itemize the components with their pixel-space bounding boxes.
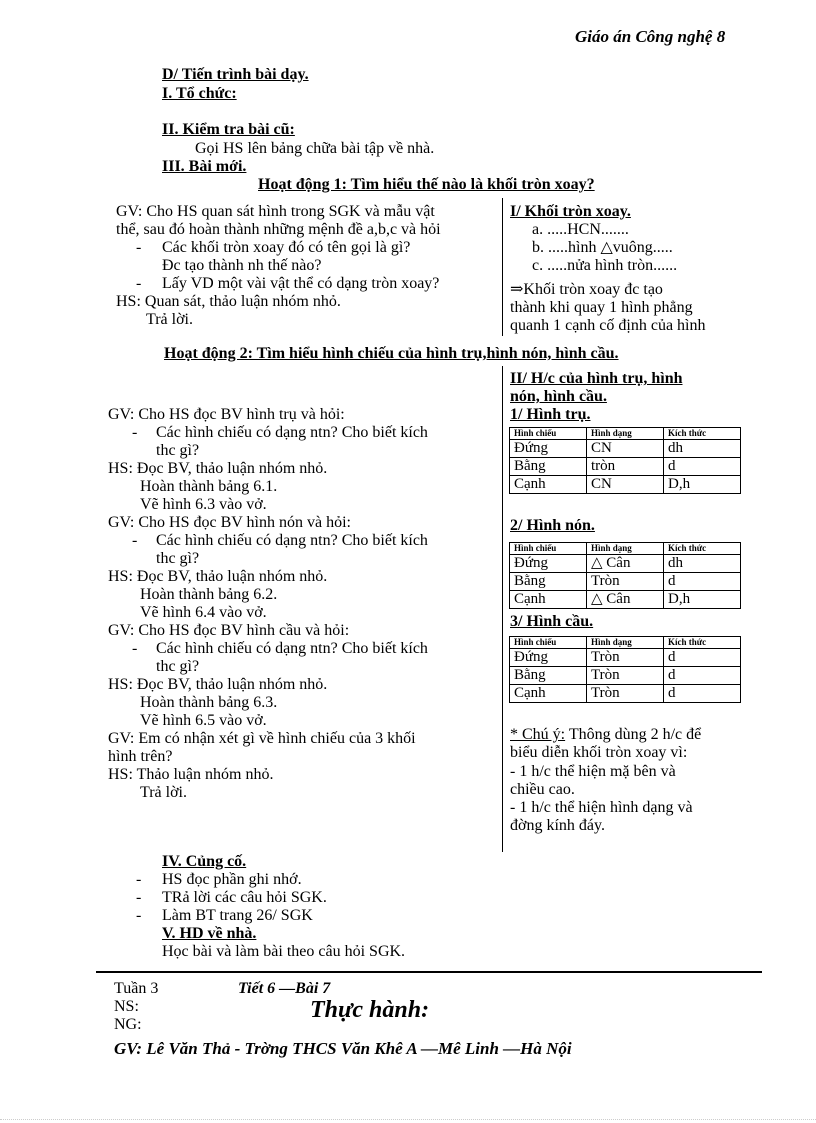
activity-1-title: Hoạt động 1: Tìm hiểu thế nào là khối tròn xoay? <box>258 176 595 193</box>
section-iv-heading: IV. Củng cố. <box>162 853 247 870</box>
table-cell: CN <box>587 476 664 494</box>
table-cell: d <box>664 685 741 703</box>
table-cell: Cạnh <box>510 476 587 494</box>
hd2-line: Hoàn thành bảng 6.1. <box>140 478 278 495</box>
hd2-line: Vẽ hình 6.3 vào vở. <box>140 496 267 513</box>
hd2-line: hình trên? <box>108 748 173 765</box>
activity-2-title: Hoạt động 2: Tìm hiểu hình chiếu của hình trụ,hình nón, hình cầu. <box>164 345 619 362</box>
note-line-1 <box>510 726 701 744</box>
hd2-line: thc gì? <box>156 658 200 675</box>
hd1-conclusion: quanh 1 cạnh cố định của hình <box>510 317 706 334</box>
table-header: Hình chiếu <box>510 637 587 649</box>
section-d-heading: D/ Tiến trình bài dạy. <box>162 66 309 83</box>
note-line: đờng kính đáy. <box>510 817 605 834</box>
hd1-line: HS: Quan sát, thảo luận nhóm nhỏ. <box>116 293 341 310</box>
note-line: chiều cao. <box>510 781 575 798</box>
hd2-line: HS: Đọc BV, thảo luận nhóm nhỏ. <box>108 676 328 693</box>
table-row <box>510 440 741 458</box>
table-3-title: 3/ Hình cầu. <box>510 613 594 630</box>
hd2-line: HS: Đọc BV, thảo luận nhóm nhỏ. <box>108 568 328 585</box>
list-item: HS đọc phần ghi nhớ. <box>162 871 302 888</box>
table-cell: d <box>664 573 741 591</box>
hd2-line: HS: Thảo luận nhóm nhỏ. <box>108 766 274 783</box>
note-line: - 1 h/c thể hiện hình dạng và <box>510 799 693 816</box>
table-hinh-tru <box>509 427 741 494</box>
table-cell: dh <box>664 440 741 458</box>
table-header: Hình dạng <box>587 637 664 649</box>
table-row <box>510 649 741 667</box>
hd2-line: Vẽ hình 6.5 vào vở. <box>140 712 267 729</box>
note-line: - 1 h/c thể hiện mặ bên và <box>510 763 676 780</box>
footer-teacher: GV: Lê Văn Thả - Trờng THCS Văn Khê A —Mê Linh —Hà Nội <box>114 1039 572 1058</box>
table-row <box>510 667 741 685</box>
hd2-line: Các hình chiếu có dạng ntn? Cho biết kích <box>156 424 428 441</box>
table-cell: △ Cân <box>587 591 664 609</box>
table-header: Hình dạng <box>587 428 664 440</box>
hd2-line: HS: Đọc BV, thảo luận nhóm nhỏ. <box>108 460 328 477</box>
footer-ng: NG: <box>114 1016 142 1033</box>
hd2-right-title: II/ H/c của hình trụ, hình <box>510 370 683 387</box>
table-row <box>510 685 741 703</box>
table-cell: Tròn <box>587 649 664 667</box>
hd1-right-item: b. .....hình △vuông..... <box>532 239 673 256</box>
table-header: Hình chiếu <box>510 428 587 440</box>
hd1-right-item: c. .....nửa hình tròn...... <box>532 257 678 274</box>
column-divider <box>502 366 503 852</box>
note-label: * Chú ý: <box>510 726 566 743</box>
section-v-text: Học bài và làm bài theo câu hỏi SGK. <box>162 943 406 960</box>
table-cell: Bằng <box>510 458 587 476</box>
table-row <box>510 555 741 573</box>
hd2-bullet: - <box>132 640 138 657</box>
table-cell: Đứng <box>510 440 587 458</box>
table-row <box>510 458 741 476</box>
table-cell: D,h <box>664 591 741 609</box>
table-cell: △ Cân <box>587 555 664 573</box>
hd2-line: Các hình chiếu có dạng ntn? Cho biết kích <box>156 532 428 549</box>
hd1-bullet: - <box>136 275 142 292</box>
hd1-line: Đc tạo thành nh thế nào? <box>162 257 322 274</box>
column-divider <box>502 198 503 336</box>
hd1-right-title: I/ Khối tròn xoay. <box>510 203 631 220</box>
table-cell: tròn <box>587 458 664 476</box>
hd2-right-title-cont: nón, hình cầu. <box>510 388 607 405</box>
list-item: Làm BT trang 26/ SGK <box>162 907 313 924</box>
page-header-title: Giáo án Công nghệ 8 <box>575 27 726 46</box>
hd2-line: GV: Em có nhận xét gì về hình chiếu của 3 khối <box>108 730 416 747</box>
section-ii-heading: II. Kiểm tra bài cũ: <box>162 121 295 138</box>
footer-tiet: Tiết 6 —Bài 7 <box>238 980 331 997</box>
table-cell: dh <box>664 555 741 573</box>
table-cell: Đứng <box>510 555 587 573</box>
list-bullet: - <box>136 907 142 924</box>
hd1-line: GV: Cho HS quan sát hình trong SGK và mẫu vật <box>116 203 435 220</box>
section-v-heading: V. HD về nhà. <box>162 925 257 942</box>
hd2-line: GV: Cho HS đọc BV hình trụ và hỏi: <box>108 406 345 423</box>
hd1-line: Trả lời. <box>146 311 193 328</box>
table-cell: Bằng <box>510 573 587 591</box>
table-header: Kích thức <box>664 637 741 649</box>
table-header: Kích thức <box>664 428 741 440</box>
footer-ns: NS: <box>114 998 139 1015</box>
table-cell: Đứng <box>510 649 587 667</box>
table-row <box>510 476 741 494</box>
table-hinh-cau <box>509 636 741 703</box>
table-cell: D,h <box>664 476 741 494</box>
table-cell: Tròn <box>587 573 664 591</box>
hd2-line: Hoàn thành bảng 6.2. <box>140 586 278 603</box>
section-i-heading: I. Tổ chức: <box>162 85 237 102</box>
table-cell: d <box>664 649 741 667</box>
footer-tuan: Tuần 3 <box>114 980 159 997</box>
hd2-line: thc gì? <box>156 442 200 459</box>
section-iii-heading: III. Bài mới. <box>162 158 247 175</box>
table-hinh-non <box>509 542 741 609</box>
table-cell: CN <box>587 440 664 458</box>
table-row <box>510 573 741 591</box>
hd1-right-item: a. .....HCN....... <box>532 221 629 238</box>
table-cell: Cạnh <box>510 685 587 703</box>
table-header: Hình chiếu <box>510 543 587 555</box>
hd2-line: GV: Cho HS đọc BV hình nón và hỏi: <box>108 514 351 531</box>
table-cell: Tròn <box>587 667 664 685</box>
hd2-line: Trả lời. <box>140 784 187 801</box>
table-cell: d <box>664 667 741 685</box>
note-line: biểu diễn khối tròn xoay vì: <box>510 744 688 761</box>
hd2-bullet: - <box>132 532 138 549</box>
hd1-line: Các khối tròn xoay đó có tên gọi là gì? <box>162 239 411 256</box>
table-2-title: 2/ Hình nón. <box>510 517 595 534</box>
table-header: Hình dạng <box>587 543 664 555</box>
list-bullet: - <box>136 889 142 906</box>
table-row <box>510 591 741 609</box>
hd2-line: Vẽ hình 6.4 vào vở. <box>140 604 267 621</box>
hd2-bullet: - <box>132 424 138 441</box>
table-header: Kích thức <box>664 543 741 555</box>
hd1-line: Lấy VD một vài vật thể có dạng tròn xoay? <box>162 275 440 292</box>
hd1-line: thể, sau đó hoàn thành những mệnh đề a,b,c và hỏi <box>116 221 441 238</box>
hd2-line: Các hình chiếu có dạng ntn? Cho biết kích <box>156 640 428 657</box>
table-cell: Bằng <box>510 667 587 685</box>
footer-thuc-hanh: Thực hành: <box>310 997 430 1023</box>
hd1-conclusion: thành khi quay 1 hình phẳng <box>510 299 693 316</box>
list-item: TRả lời các câu hỏi SGK. <box>162 889 327 906</box>
note-text: Thông dùng 2 h/c để <box>565 726 702 743</box>
hd2-line: thc gì? <box>156 550 200 567</box>
section-ii-text: Gọi HS lên bảng chữa bài tập về nhà. <box>195 140 435 157</box>
page-edge <box>0 1119 816 1120</box>
hd1-conclusion: ⇒Khối tròn xoay đc tạo <box>510 281 663 298</box>
table-cell: Tròn <box>587 685 664 703</box>
hd2-line: GV: Cho HS đọc BV hình cầu và hỏi: <box>108 622 350 639</box>
table-cell: Cạnh <box>510 591 587 609</box>
footer-divider <box>96 971 762 973</box>
hd2-line: Hoàn thành bảng 6.3. <box>140 694 278 711</box>
hd1-bullet: - <box>136 239 142 256</box>
table-cell: d <box>664 458 741 476</box>
list-bullet: - <box>136 871 142 888</box>
table-1-title: 1/ Hình trụ. <box>510 406 591 423</box>
